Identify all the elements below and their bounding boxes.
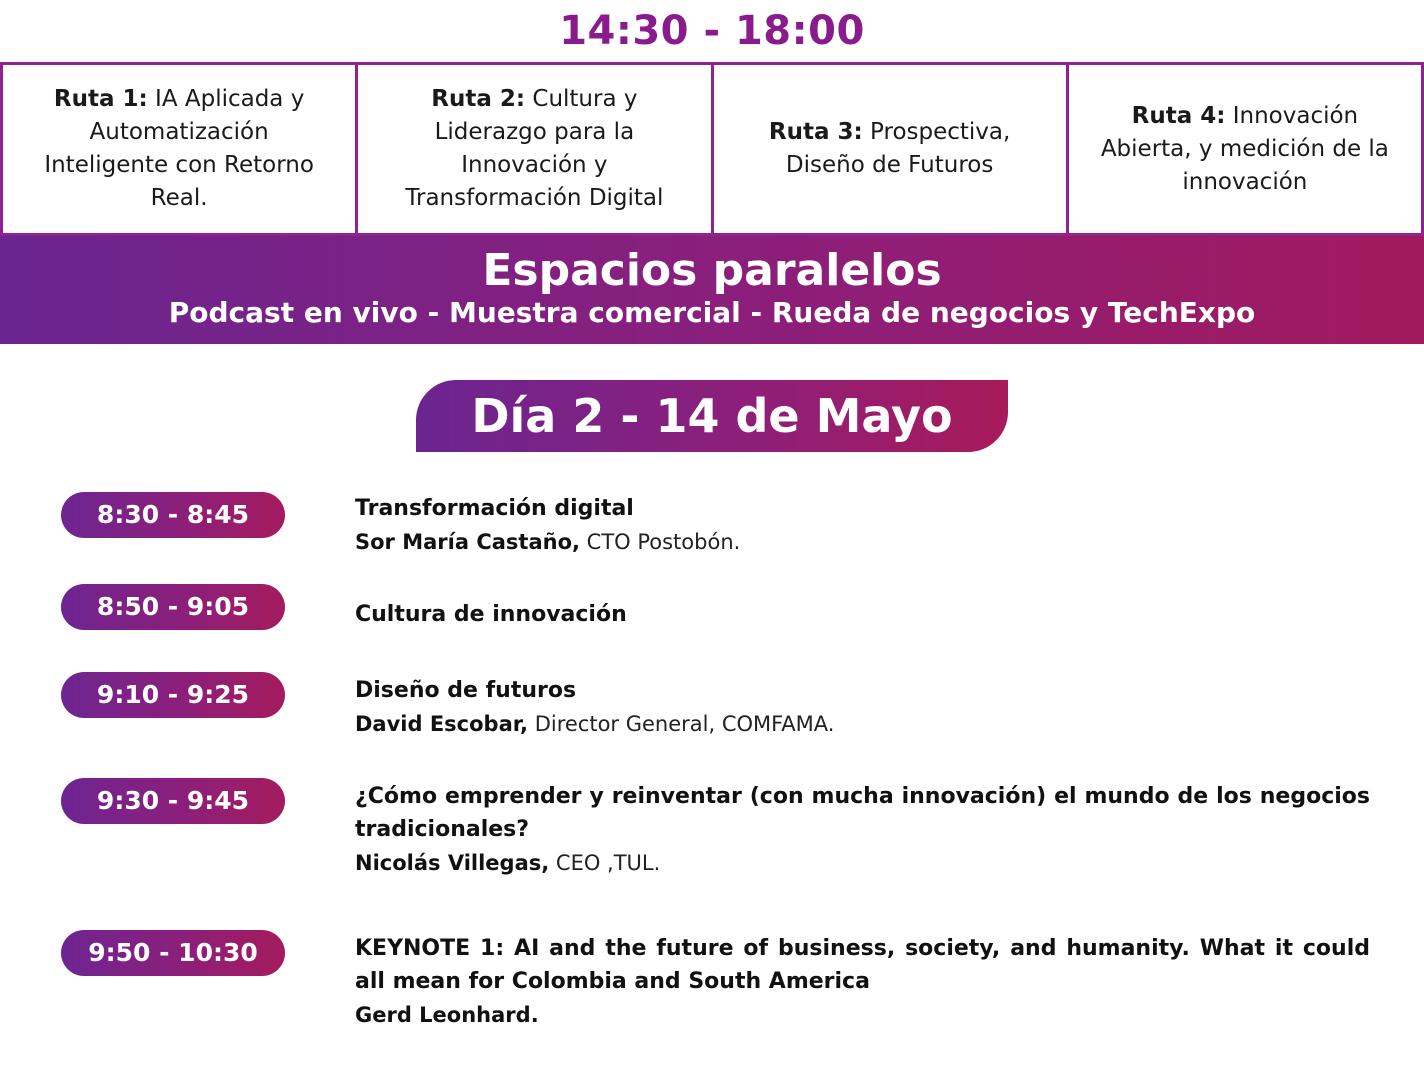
session-info: [355, 598, 1370, 631]
session-title: Transformación digital: [355, 496, 634, 521]
route-3-cell: [711, 62, 1069, 236]
route-2-cell: [355, 62, 713, 236]
banner-title: Espacios paralelos: [482, 245, 942, 296]
session-info: [355, 674, 1370, 741]
route-1-text: IA Aplicada y Automatización Inteligente con Retorno Real.: [44, 86, 314, 211]
route-1-cell: [0, 62, 358, 236]
speaker-role: CEO ,TUL.: [549, 851, 661, 875]
route-1-label: Ruta 1:: [53, 86, 148, 112]
route-2-label: Ruta 2:: [431, 86, 526, 112]
session-info: [355, 932, 1370, 1032]
session-time-badge: 8:30 - 8:45: [61, 492, 285, 538]
session-time-badge: 8:50 - 9:05: [61, 584, 285, 630]
speaker-name: Gerd Leonhard.: [355, 1003, 539, 1027]
route-3-label: Ruta 3:: [768, 119, 863, 145]
session-title: ¿Cómo emprender y reinventar (con mucha innovación) el mundo de los negocios tradicionales?: [355, 784, 1370, 842]
session-speaker: [355, 998, 1370, 1032]
session-speaker: [355, 525, 1370, 559]
speaker-name: David Escobar,: [355, 712, 529, 736]
routes-row: [0, 62, 1424, 236]
route-3-text: Prospectiva, Diseño de Futuros: [785, 119, 1011, 178]
session-title: Cultura de innovación: [355, 602, 627, 627]
schedule-time-range: 14:30 - 18:00: [559, 8, 865, 54]
speaker-name: Sor María Castaño,: [355, 530, 580, 554]
session-info: [355, 780, 1370, 880]
session-title: KEYNOTE 1: AI and the future of business, society, and humanity. What it could all mean for Colombia and South America: [355, 936, 1370, 994]
speaker-role: CTO Postobón.: [579, 530, 741, 554]
route-4-text: Innovación Abierta, y medición de la innovación: [1100, 102, 1389, 195]
route-4-label: Ruta 4:: [1131, 102, 1226, 129]
session-info: [355, 492, 1370, 559]
parallel-spaces-banner: [0, 236, 1424, 344]
session-time-badge: 9:50 - 10:30: [61, 930, 285, 976]
speaker-role: Director General, COMFAMA.: [528, 712, 835, 736]
speaker-name: Nicolás Villegas,: [355, 851, 550, 875]
session-speaker: [355, 846, 1370, 880]
session-title: Diseño de futuros: [355, 678, 577, 703]
session-time-badge: 9:30 - 9:45: [61, 778, 285, 824]
route-2-text: Cultura y Liderazgo para la Innovación y Transformación Digital: [405, 86, 664, 211]
day-heading: Día 2 - 14 de Mayo: [416, 380, 1008, 452]
session-speaker: [355, 707, 1370, 741]
session-time-badge: 9:10 - 9:25: [61, 672, 285, 718]
route-4-cell: [1066, 62, 1424, 236]
banner-subtitle: Podcast en vivo - Muestra comercial - Rueda de negocios y TechExpo: [168, 296, 1256, 329]
